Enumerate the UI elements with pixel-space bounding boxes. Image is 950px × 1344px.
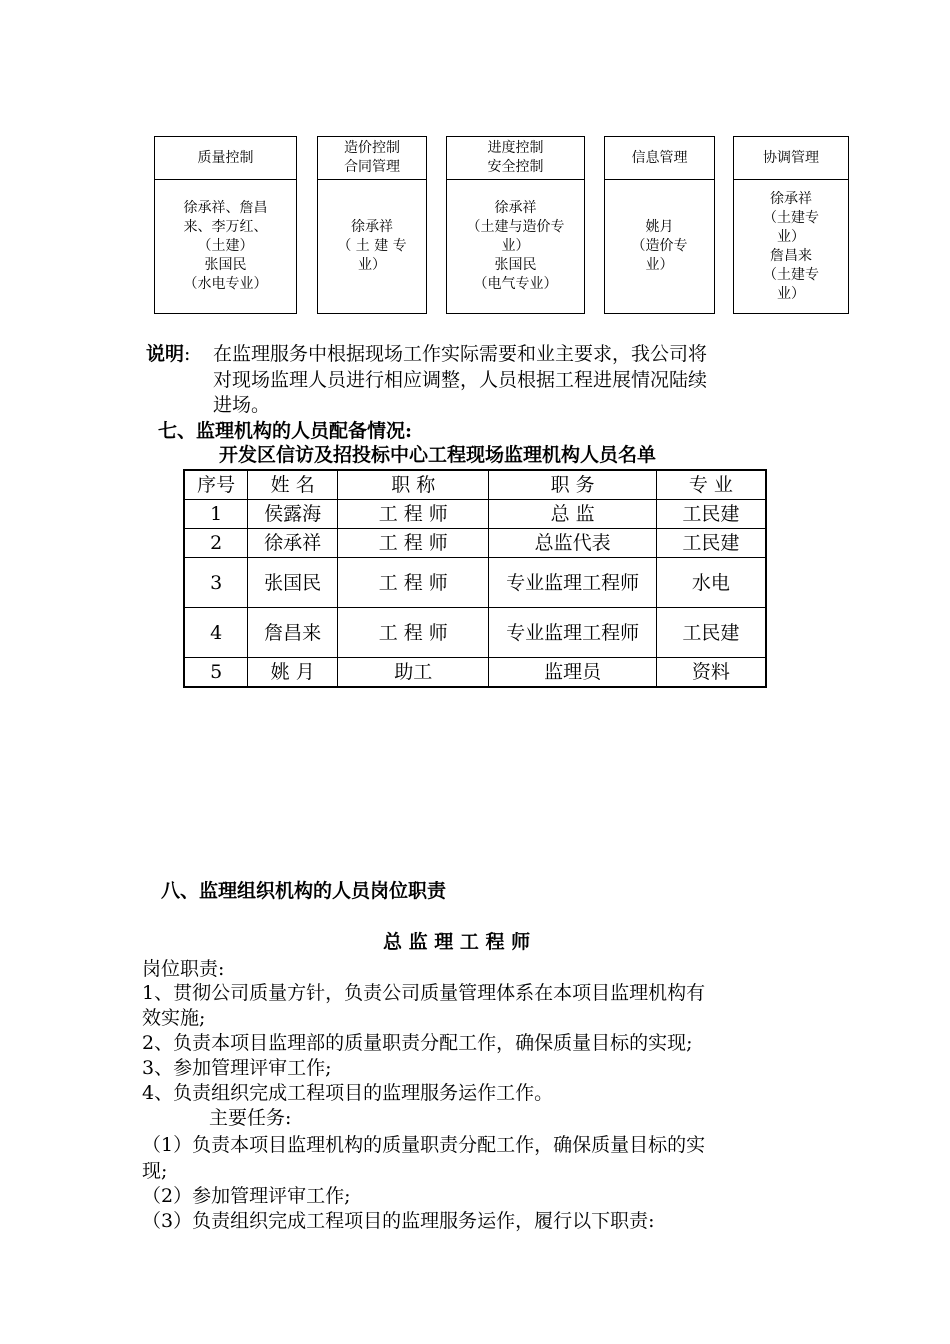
duty-line: 1、贯彻公司质量方针，负责公司质量管理体系在本项目监理机构有 [142, 982, 706, 1004]
table-cell: 专业监理工程师 [489, 608, 656, 658]
table-row [184, 529, 766, 558]
table-cell: 姚 月 [248, 658, 338, 688]
table-cell: 徐承祥 [248, 529, 338, 558]
table-cell: 总监代表 [489, 529, 656, 558]
table-cell: 工民建 [656, 529, 766, 558]
column-header: 专 业 [656, 470, 766, 500]
table-cell: 总 监 [489, 500, 656, 529]
duty-line: 4、负责组织完成工程项目的监理服务运作工作。 [142, 1082, 554, 1104]
org-box-header: 进度控制 安全控制 [447, 137, 584, 180]
task-line: 现; [142, 1160, 168, 1182]
role-title: 总 监 理 工 程 师 [383, 931, 531, 953]
section7-heading: 七、监理机构的人员配备情况: [158, 420, 413, 442]
staff-table [183, 469, 767, 688]
task-line: （2）参加管理评审工作; [142, 1185, 351, 1207]
note-line: 对现场监理人员进行相应调整，人员根据工程进展情况陆续 [213, 369, 708, 391]
table-cell: 助工 [338, 658, 489, 688]
column-header: 职 务 [489, 470, 656, 500]
duty-line: 2、负责本项目监理部的质量职责分配工作，确保质量目标的实现; [142, 1032, 693, 1054]
column-header: 姓 名 [248, 470, 338, 500]
task-line: （3）负责组织完成工程项目的监理服务运作，履行以下职责: [142, 1210, 655, 1232]
org-box-cost [317, 136, 427, 314]
org-box-body: 徐承祥 （ 土 建 专 业） [337, 219, 407, 273]
table-cell: 资料 [656, 658, 766, 688]
table-cell: 专业监理工程师 [489, 558, 656, 608]
table-cell: 2 [184, 529, 248, 558]
table-cell: 工民建 [656, 500, 766, 529]
table-cell: 监理员 [489, 658, 656, 688]
org-box-header: 造价控制 合同管理 [318, 137, 426, 180]
table-cell: 4 [184, 608, 248, 658]
org-box-body: 徐承祥、詹昌 来、李万红、 （土建） 张国民 （水电专业） [183, 200, 268, 292]
table-cell: 工 程 师 [338, 529, 489, 558]
table-row [184, 658, 766, 688]
org-box-coordination [733, 136, 849, 314]
table-cell: 工民建 [656, 608, 766, 658]
task-label: 主要任务: [209, 1107, 292, 1129]
note-label: 说明: [146, 343, 191, 365]
org-box-quality [154, 136, 297, 314]
table-cell: 水电 [656, 558, 766, 608]
table-row [184, 558, 766, 608]
org-box-header: 信息管理 [605, 137, 714, 180]
duty-label: 岗位职责: [142, 958, 225, 980]
table-cell: 工 程 师 [338, 608, 489, 658]
table-cell: 3 [184, 558, 248, 608]
staff-table-title: 开发区信访及招投标中心工程现场监理机构人员名单 [219, 444, 657, 466]
task-line: （1）负责本项目监理机构的质量职责分配工作，确保质量目标的实 [142, 1134, 706, 1156]
table-cell: 侯露海 [248, 500, 338, 529]
duty-line: 3、参加管理评审工作; [142, 1057, 332, 1079]
table-cell: 1 [184, 500, 248, 529]
column-header: 序号 [184, 470, 248, 500]
table-row [184, 608, 766, 658]
table-cell: 5 [184, 658, 248, 688]
org-box-body: 徐承祥 （土建专 业） 詹昌来 （土建专 业） [763, 190, 819, 302]
table-cell: 工 程 师 [338, 500, 489, 529]
table-cell: 詹昌来 [248, 608, 338, 658]
section8-heading: 八、监理组织机构的人员岗位职责 [161, 880, 447, 902]
note-line: 进场。 [213, 394, 271, 416]
org-box-body: 姚月 （造价专 业） [631, 219, 688, 273]
table-row [184, 500, 766, 529]
table-header-row [184, 470, 766, 500]
table-cell: 张国民 [248, 558, 338, 608]
org-box-body: 徐承祥 （土建与造价专 业） 张国民 （电气专业） [466, 200, 565, 292]
note-line: 在监理服务中根据现场工作实际需要和业主要求，我公司将 [213, 343, 708, 365]
duty-line: 效实施; [142, 1007, 206, 1029]
org-box-info [604, 136, 715, 314]
column-header: 职 称 [338, 470, 489, 500]
table-cell: 工 程 师 [338, 558, 489, 608]
org-box-header: 协调管理 [734, 137, 848, 180]
org-box-header: 质量控制 [155, 137, 296, 180]
org-box-progress [446, 136, 585, 314]
